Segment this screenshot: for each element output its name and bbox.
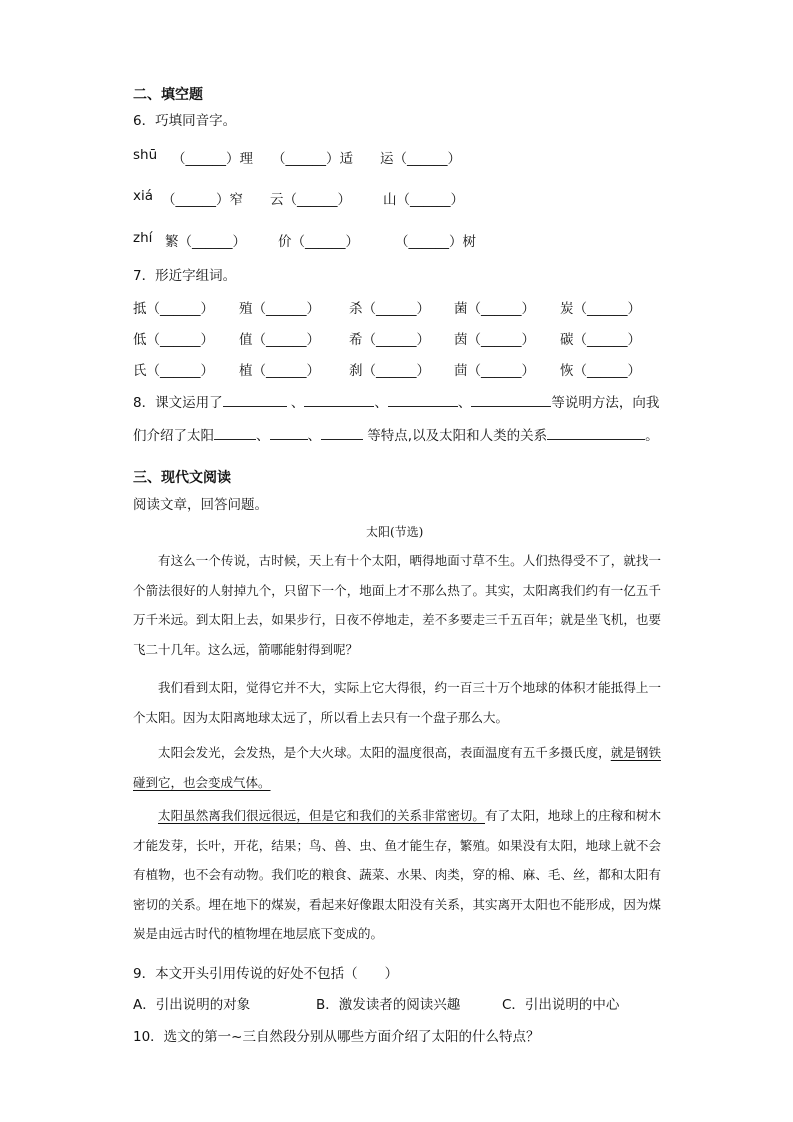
q7-r2-c2: 值（______） [239, 332, 320, 348]
question-8-line-1 [133, 391, 659, 411]
q8-sep-1: 、 [290, 395, 305, 411]
q8-blank-7[interactable] [321, 427, 363, 440]
q6-row3-item-a: 繁（______） [165, 234, 246, 250]
paragraph-3-underlined: 就是钢铁碰到它，也会变成气体。 [133, 745, 661, 790]
q7-r3-c3: 刹（______） [349, 363, 430, 379]
q6-row1-item-b: （______）适 [272, 151, 353, 167]
q8-text-2: 等说明方法，向我 [551, 395, 660, 411]
q6-row1-item-a: （______）理 [172, 151, 253, 167]
q8-sep-3: 、 [457, 395, 472, 411]
paragraph-1-text: 有这么一个传说，古时候，天上有十个太阳，晒得地面寸草不生。人们热得受不了，就找一个箭法很好的人射掉九个，只留下一个，地面上才不那么热了。其实，太阳离我们约有一亿五千万千米远。到太阳上去，如果步行，日夜不停地走，差不多要走三千五百年；就是坐飞机，也要飞二十几年。这么远，箭哪能射得到呢？ [133, 553, 661, 657]
q7-r2-c4: 茵（______） [454, 332, 535, 348]
q6-row1-item-c: 运（______） [380, 151, 461, 167]
q8-blank-6[interactable] [270, 427, 308, 440]
q7-r1-c4: 菌（______） [454, 301, 535, 317]
question-10-label: 10．选文的第一~三自然段分别从哪些方面介绍了太阳的什么特点？ [133, 1029, 540, 1045]
passage-paragraph-1 [133, 546, 661, 664]
q8-blank-1[interactable] [223, 394, 287, 407]
q6-row-2-pinyin: xiá [133, 188, 154, 204]
paragraph-2-text: 我们看到太阳，觉得它并不大，实际上它大得很，约一百三十万个地球的体积才能抵得上一个太阳。因为太阳离地球太远了，所以看上去只有一个盘子那么大。 [133, 680, 661, 725]
q8-blank-4[interactable] [471, 394, 551, 407]
pinyin: shū [133, 147, 158, 163]
q7-r1-c5: 炭（______） [560, 301, 641, 317]
q7-r3-c5: 恢（______） [560, 363, 641, 379]
q7-r3-c1: 氏（______） [133, 363, 214, 379]
passage-paragraph-3 [133, 738, 661, 797]
q6-row2-item-c: 山（______） [383, 192, 464, 208]
q9-option-b[interactable]: B．激发读者的阅读兴趣 [316, 997, 461, 1013]
q6-row2-item-a: （______）窄 [162, 192, 243, 208]
q8-text-3: 们介绍了太阳 [133, 428, 214, 444]
q6-row-1 [133, 147, 157, 163]
paragraph-4-text: 有了太阳，地球上的庄稼和树木才能发芽，长叶，开花，结果；鸟、兽、虫、鱼才能生存，繁殖。如果没有太阳，地球上就不会有植物，也不会有动物。我们吃的粮食、蔬菜、水果、肉类，穿的棉、麻、毛、丝，都和太阳有密切的关系。埋在地下的煤炭，看起来好像跟太阳没有关系，其实离开太阳也不能形成，因为煤炭是由远古时代的植物埋在地层底下变成的。 [133, 808, 661, 941]
q8-sep-5: 、 [307, 428, 321, 444]
q6-row-3-pinyin: zhí [133, 230, 153, 246]
q8-blank-8[interactable] [547, 427, 645, 440]
question-8-line-2 [133, 424, 659, 444]
paragraph-3-text: 太阳会发光，会发热，是个大火球。太阳的温度很高，表面温度有五千多摄氏度， [158, 745, 611, 760]
question-6-label: 6．巧填同音字。 [133, 113, 237, 129]
q7-r2-c3: 希（______） [349, 332, 430, 348]
q7-r2-c1: 低（______） [133, 332, 214, 348]
q6-row3-item-c: （______）树 [395, 234, 476, 250]
q6-row3-item-b: 价（______） [278, 234, 359, 250]
q7-r3-c2: 植（______） [239, 363, 320, 379]
q8-sep-2: 、 [374, 395, 388, 411]
q9-option-a[interactable]: A．引出说明的对象 [133, 997, 251, 1013]
q8-text-4: 等特点,以及太阳和人类的关系 [367, 428, 548, 444]
q8-sep-4: 、 [256, 428, 270, 444]
q9-option-c[interactable]: C．引出说明的中心 [502, 997, 620, 1013]
section-title-fill-blank: 二、填空题 [133, 87, 203, 103]
q7-r1-c3: 杀（______） [349, 301, 430, 317]
question-7-label: 7．形近字组词。 [133, 268, 237, 284]
q6-row2-item-b: 云（______） [270, 192, 351, 208]
q7-r1-c1: 抵（______） [133, 301, 214, 317]
section-title-reading: 三、现代文阅读 [133, 470, 231, 486]
q8-period: 。 [645, 428, 659, 444]
q8-blank-2[interactable] [304, 394, 374, 407]
question-9-label: 9．本文开头引用传说的好处不包括（ ） [133, 966, 399, 982]
q7-r2-c5: 碳（______） [560, 332, 641, 348]
paragraph-4-underlined: 太阳虽然离我们很远很远，但是它和我们的关系非常密切。 [158, 808, 485, 823]
passage-title: 太阳(节选) [366, 525, 424, 539]
reading-instruction: 阅读文章，回答问题。 [133, 497, 268, 513]
q7-r1-c2: 殖（______） [239, 301, 320, 317]
q7-r3-c4: 茴（______） [454, 363, 535, 379]
q8-blank-5[interactable] [214, 427, 256, 440]
q8-blank-3[interactable] [388, 394, 458, 407]
q8-text-1: 8．课文运用了 [133, 395, 223, 411]
passage-paragraph-4 [133, 801, 661, 949]
passage-paragraph-2 [133, 673, 661, 732]
